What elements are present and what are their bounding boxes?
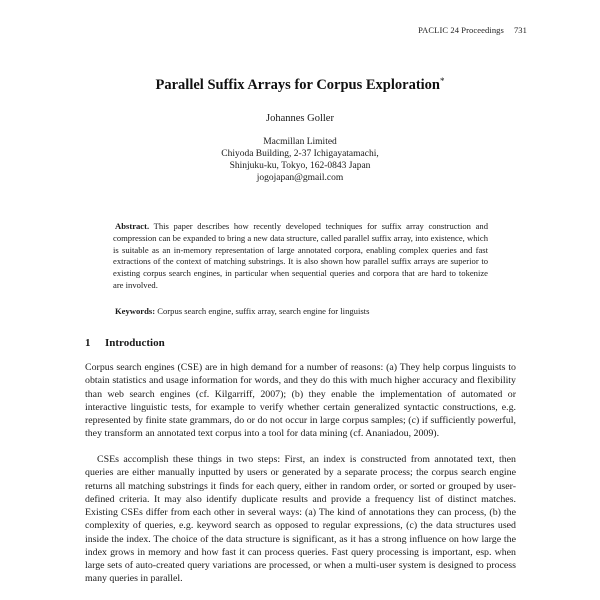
section-heading-introduction bbox=[85, 337, 165, 349]
author-email: jogojapan@gmail.com bbox=[256, 173, 344, 183]
keywords bbox=[115, 306, 369, 316]
section-title: Introduction bbox=[105, 337, 165, 349]
affiliation-block bbox=[0, 136, 600, 184]
keywords-label: Keywords: bbox=[115, 306, 156, 316]
abstract-text: This paper describes how recently developed techniques for suffix array construction and compression can be expanded to bring a new data structure, called parallel suffix array, into existence, which is suitable as an in-memory representation of large annotated corpora, enabling complex queries and fast extractions of the context of matching substrings. It is also shown how parallel suffix arrays are superior to existing corpus search engines, in particular when sequential queries and corpora that are hard to tokenize are involved. bbox=[113, 221, 488, 290]
intro-paragraph-1: Corpus search engines (CSE) are in high demand for a number of reasons: (a) They help corpus linguists to obtain statistics and usage information for words, and they do this with much higher accuracy and flexibility than web search engines (cf. Kilgarriff, 2007); (b) they enable the implementation of automated or interactive linguistic tests, for example to verify whether certain generalized syntactic constructions, e.g. represented by finite state grammars, do or do not occur in large corpus samples; (c) if sufficiently powerful, they transform an annotated text corpus into a tool for data mining (cf. Ananiadou, 2009). bbox=[85, 362, 516, 440]
abstract bbox=[113, 221, 488, 292]
author-name: Johannes Goller bbox=[266, 113, 334, 124]
running-header bbox=[418, 25, 527, 35]
title-text: Parallel Suffix Arrays for Corpus Exploration bbox=[155, 77, 440, 93]
keywords-text: Corpus search engine, suffix array, search engine for linguists bbox=[157, 306, 370, 316]
affiliation-org: Macmillan Limited bbox=[263, 137, 337, 147]
page-number: 731 bbox=[513, 25, 527, 35]
intro-paragraph-2: CSEs accomplish these things in two steps: First, an index is constructed from annotated text, then queries are either manually inputted by users or generated by a separate process; the corpus search engine returns all matching substrings it finds for each query, either in random order, or sorted or grouped by user-defined criteria. It may also identify duplicate results and provide a frequency list of distinct matches. Existing CSEs differ from each other in several ways: (a) The kind of annotations they can process, (b) the complexity of queries, e.g. keyword search as opposed to regular expressions, (c) the data structures used inside the index. The choice of the data structure is significant, as it has a strong influence on how large the index grows in memory and how fast it can process queries. Fast query processing is important, esp. when large sets of auto-created query variations are processed, or when a multi-user system is designed to process many queries in parallel. bbox=[85, 454, 516, 585]
affiliation-address-line-2: Shinjuku-ku, Tokyo, 162-0843 Japan bbox=[229, 161, 371, 171]
affiliation-address-line-1: Chiyoda Building, 2-37 Ichigayatamachi, bbox=[221, 149, 379, 159]
section-number: 1 bbox=[85, 337, 91, 349]
abstract-label: Abstract. bbox=[115, 221, 150, 231]
venue-name: PACLIC 24 Proceedings bbox=[418, 25, 504, 35]
title-footnote-mark: * bbox=[440, 76, 445, 86]
paper-title bbox=[0, 76, 600, 94]
